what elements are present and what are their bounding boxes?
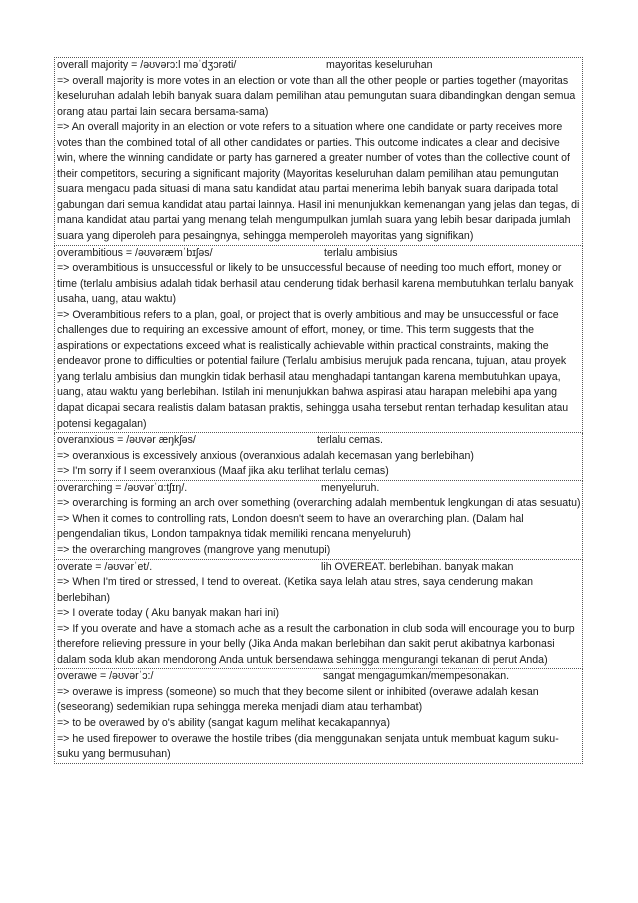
entry-overanxious xyxy=(54,433,583,481)
entry-term: overambitious = /əʊvəræmˈbɪʃəs/ xyxy=(57,246,213,259)
entry-translation: menyeluruh. xyxy=(321,481,380,494)
entry-translation: mayoritas keseluruhan xyxy=(326,59,433,71)
entry-term: overawe = /əʊvərˈɔ:/ xyxy=(57,670,154,683)
entry-line: => When it comes to controlling rats, London doesn't seem to have an overarching plan. (Dalam hal pengendalian tikus, London tampaknya tidak memiliki rencana menyeluruh) xyxy=(57,512,524,541)
entry-line: => I'm sorry if I seem overanxious (Maaf jika aku terlihat terlalu cemas) xyxy=(57,465,389,478)
entry-headword xyxy=(57,433,581,449)
entry-headword xyxy=(57,669,581,685)
entry-term: overall majority = /əʊvərɔ:l məˈdʒɔrəti/ xyxy=(57,59,237,71)
entry-overate xyxy=(54,560,583,670)
entry-translation: terlalu cemas. xyxy=(317,434,383,447)
entry-line: => When I'm tired or stressed, I tend to overeat. (Ketika saya lelah atau stres, saya cenderung makan berlebihan) xyxy=(57,576,534,604)
entry-term: overarching = /əʊvərˈɑ:tʃɪŋ/. xyxy=(57,481,188,494)
entry-line: => I overate today ( Aku banyak makan hari ini) xyxy=(57,607,280,620)
entry-line: => overall majority is more votes in an election or vote than all the other people or parties together (mayoritas keseluruhan adalah lebih banyak suara dalam pemilihan atau pemungutan suara dibandingkan dengan semua orang atau partai lain secara bersama-sama) xyxy=(57,74,576,118)
entry-overambitious xyxy=(54,246,583,434)
entry-overall-majority xyxy=(54,57,583,246)
entry-translation: lih OVEREAT. berlebihan. banyak makan xyxy=(321,560,514,573)
entry-line: => overanxious is excessively anxious (overanxious adalah kecemasan yang berlebihan) xyxy=(57,449,474,462)
entry-line: => overawe is impress (someone) so much that they become silent or inhibited (overawe adalah kesan (seseorang) sedemikian rupa sehingga mereka menjadi diam atau terhambat) xyxy=(57,685,539,714)
entry-line: => to be overawed by o's ability (sangat kagum melihat kecakapannya) xyxy=(57,716,390,729)
entry-term: overate = /əʊvərˈet/. xyxy=(57,560,153,573)
entry-line: => he used firepower to overawe the hostile tribes (dia menggunakan senjata untuk membuat kagum suku-suku yang bermusuhan) xyxy=(57,732,559,761)
entry-overawe xyxy=(54,669,583,763)
entry-headword xyxy=(57,481,581,497)
entry-translation: sangat mengagumkan/mempesonakan. xyxy=(323,670,510,683)
entry-term: overanxious = /əʊvər æŋkʃəs/ xyxy=(57,434,196,447)
entry-headword xyxy=(57,560,581,576)
entry-line: => overambitious is unsuccessful or likely to be unsuccessful because of needing too much effort, money or time (terlalu ambisius adalah tidak berhasil atau cenderung tidak berhasil karena membutuhkan terlalu banyak usaha, uang, atau waktu) xyxy=(57,262,574,306)
entry-line: => If you overate and have a stomach ache as a result the carbonation in club soda will encourage you to burp therefore relieving pressure in your belly (Jika Anda makan berlebihan dan sakit perut akibatnya karbonasi dalam soda klub akan mendorong Anda untuk bersendawa sehingga mengurangi tekanan di perut Anda) xyxy=(57,622,575,666)
entry-line: => the overarching mangroves (mangrove yang menutupi) xyxy=(57,543,331,556)
glossary-document xyxy=(54,57,583,764)
entry-line: => overarching is forming an arch over something (overarching adalah membentuk lengkungan di atas sesuatu) xyxy=(57,497,581,510)
entry-headword xyxy=(57,246,581,262)
entry-line: => Overambitious refers to a plan, goal, or project that is overly ambitious and may be unsuccessful or face challenges due to requiring an excessive amount of effort, money, or time. This term suggests that the aspirations or expectations exceed what is realistically achievable within practical constraints, making the endeavor prone to difficulties or potential failure (Terlalu ambisius merujuk pada rencana, tujuan, atau proyek yang terlalu ambisius dan mungkin tidak berhasil atau menghadapi tantangan karena membutuhkan upaya, uang, atau waktu yang berlebihan. Istilah ini menunjukkan bahwa aspirasi atau harapan melebihi apa yang dapat dicapai secara realistis dalam batasan praktis, sehingga usaha tersebut rentan terhadap kesulitan atau potensi kegagalan) xyxy=(57,308,569,430)
entry-line: => An overall majority in an election or vote refers to a situation where one candidate or party receives more votes than the combined total of all other candidates or parties. This outcome indicates a clear and decisive win, where the winning candidate or party has garnered a greater number of votes than the collective count of their competitors, securing a significant majority (Mayoritas keseluruhan dalam pemilihan atau pemungutan suara mengacu pada situasi di mana satu kandidat atau partai menerima lebih banyak suara daripada total gabungan dari semua kandidat atau partai lainnya. Hasil ini menunjukkan kemenangan yang jelas dan tegas, di mana kandidat atau partai yang menang telah mengumpulkan jumlah suara yang lebih besar daripada jumlah suara yang diperoleh para pesaingnya, sehingga memperoleh mayoritas yang signifikan) xyxy=(57,121,580,243)
entry-translation: terlalu ambisius xyxy=(324,246,398,259)
entry-headword xyxy=(57,58,581,74)
entry-overarching xyxy=(54,481,583,560)
